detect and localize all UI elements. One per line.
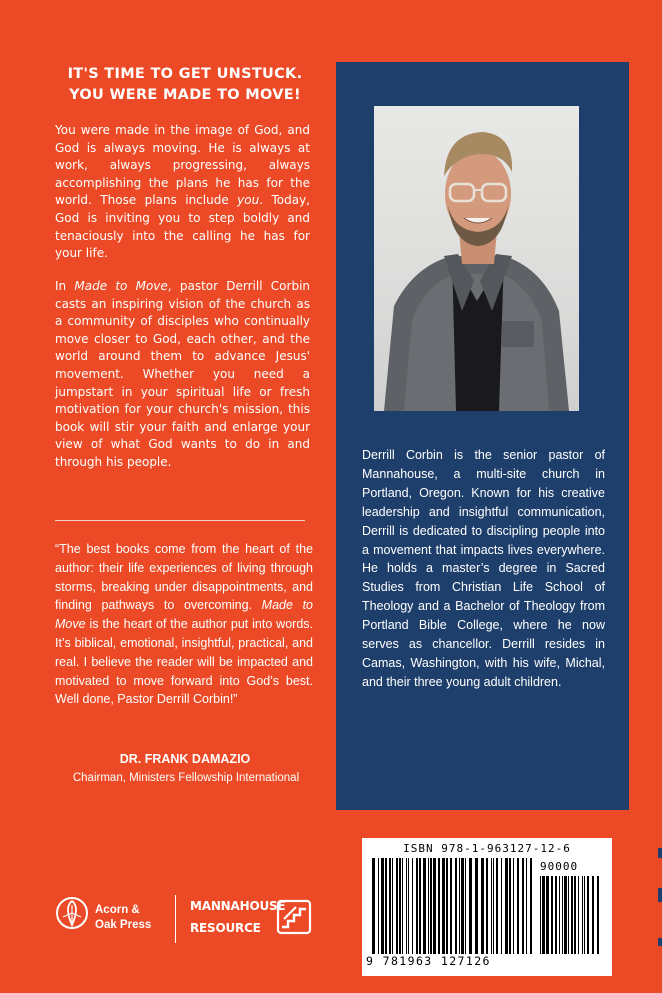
author-panel — [336, 62, 629, 810]
barcode-bar — [416, 858, 418, 954]
barcode-bar — [574, 876, 576, 954]
headline — [60, 64, 310, 106]
barcode-bar — [406, 858, 407, 954]
barcode-bar — [582, 876, 583, 954]
barcode-bar — [389, 858, 391, 954]
barcode-bar — [469, 858, 472, 954]
barcode-bar — [555, 876, 557, 954]
endorser-title: Chairman, Ministers Fellowship International — [72, 772, 300, 784]
mannahouse-logo-line-2: RESOURCE — [190, 921, 261, 935]
price-code: 90000 — [540, 860, 579, 873]
barcode-bar — [505, 858, 508, 954]
barcode-bar — [592, 876, 594, 954]
mannahouse-resource-logo — [190, 895, 320, 945]
barcode-bar — [438, 858, 440, 954]
barcode-bar — [402, 858, 403, 954]
barcode-bar — [378, 858, 379, 954]
barcode-bar — [597, 876, 599, 954]
barcode-bars-main — [372, 858, 532, 954]
barcode-bar — [481, 858, 484, 954]
author-bio: Derrill Corbin is the senior pastor of Mannahouse, a multi-site church in Portland, Oregon. Known for his creative leadership and insightful communication, Derrill is dedicated to discipling people into a movement that impacts lives everywhere. He holds a master’s degree in Sacred Studies from Christian Life School of Theology and a Bachelor of Theology from Portland Bible College, where he now serves as chancellor. Derrill resides in Camas, Washington, with his wife, Michal, and their three young adult children. — [362, 448, 605, 689]
barcode-bar — [496, 858, 498, 954]
acorn-icon — [55, 895, 89, 939]
author-photo — [374, 106, 579, 411]
barcode-bar — [392, 858, 393, 954]
barcode-bar — [450, 858, 452, 954]
endorser-name: DR. FRANK DAMAZIO — [119, 752, 251, 766]
barcode-bar — [542, 876, 545, 954]
barcode-bar — [568, 876, 569, 954]
acorn-oak-press-logo — [55, 895, 165, 945]
acorn-logo-line-2: Oak Press — [95, 919, 152, 931]
barcode-bar — [385, 858, 387, 954]
barcode-bar — [408, 858, 409, 954]
headline-line-1: IT'S TIME TO GET UNSTUCK. — [67, 66, 303, 82]
barcode-bar — [584, 876, 585, 954]
barcode-bar — [486, 858, 488, 954]
barcode-bar — [442, 858, 445, 954]
barcode-bar — [381, 858, 384, 954]
barcode-bar — [564, 876, 567, 954]
stairs-icon — [276, 899, 312, 935]
barcode-digits: 9 781963 127126 — [366, 954, 491, 968]
barcode-bar — [428, 858, 429, 954]
author-portrait-image — [374, 106, 579, 411]
barcode-bars-supplement — [540, 876, 602, 954]
barcode-bar — [540, 876, 541, 954]
isbn-barcode — [362, 838, 612, 976]
barcode-bar — [546, 876, 549, 954]
barcode-bar — [491, 858, 492, 954]
barcode-bar — [513, 858, 514, 954]
barcode-bar — [587, 876, 589, 954]
barcode-bar — [372, 858, 375, 954]
barcode-bar — [578, 876, 579, 954]
barcode-bar — [461, 858, 464, 954]
mannahouse-logo-line-1: MANNAHOUSE — [190, 899, 286, 913]
barcode-bar — [396, 858, 398, 954]
barcode-bar — [562, 876, 563, 954]
barcode-bar — [551, 876, 553, 954]
isbn-text: ISBN 978-1-963127-12-6 — [403, 842, 571, 855]
barcode-bar — [517, 858, 519, 954]
section-divider — [55, 520, 305, 521]
barcode-bar — [423, 858, 426, 954]
barcode-bar — [530, 858, 532, 954]
barcode-bar — [446, 858, 448, 954]
edge-marks — [658, 838, 662, 978]
barcode-bar — [509, 858, 511, 954]
barcode-bar — [559, 876, 560, 954]
headline-line-2: YOU WERE MADE TO MOVE! — [69, 87, 301, 103]
intro-paragraph: You were made in the image of God, and God is always moving. He is always at work, always progressing, always accomplishing the plans he has for the world. Those plans include you. Today, God is inviting you to step boldly and tenaciously into the calling he has for your life. — [55, 123, 310, 261]
barcode-bar — [455, 858, 457, 954]
barcode-bar — [501, 858, 502, 954]
barcode-bar — [522, 858, 524, 954]
barcode-bar — [430, 858, 432, 954]
barcode-bar — [571, 876, 573, 954]
description-paragraph: In Made to Move, pastor Derrill Corbin casts an inspiring vision of the church as a community of disciples who continually move closer to God, each other, and the world around them to advance Jesus' movement. Whether you need a jumpstart in your spiritual life or fresh motivation for your church's mission, this book will stir your faith and enlarge your view of what God wants to do in and through his people. — [55, 279, 311, 469]
endorsement-quote: “The best books come from the heart of the author: their life experiences of living through storms, breaking under disappointments, and finding pathways to overcoming. Made to Move is the heart of the author put into words. It’s biblical, emotional, insightful, practical, and real. I believe the reader will be impacted and motivated to move forward into God’s best. Well done, Pastor Derrill Corbin!” — [55, 542, 313, 707]
barcode-bar — [433, 858, 436, 954]
barcode-bar — [475, 858, 478, 954]
barcode-bar — [465, 858, 466, 954]
barcode-bar — [419, 858, 421, 954]
barcode-bar — [493, 858, 494, 954]
acorn-logo-line-1: Acorn & — [95, 904, 140, 916]
barcode-bar — [399, 858, 401, 954]
logo-divider — [175, 895, 176, 943]
barcode-bar — [459, 858, 460, 954]
barcode-bar — [526, 858, 527, 954]
barcode-bar — [412, 858, 413, 954]
